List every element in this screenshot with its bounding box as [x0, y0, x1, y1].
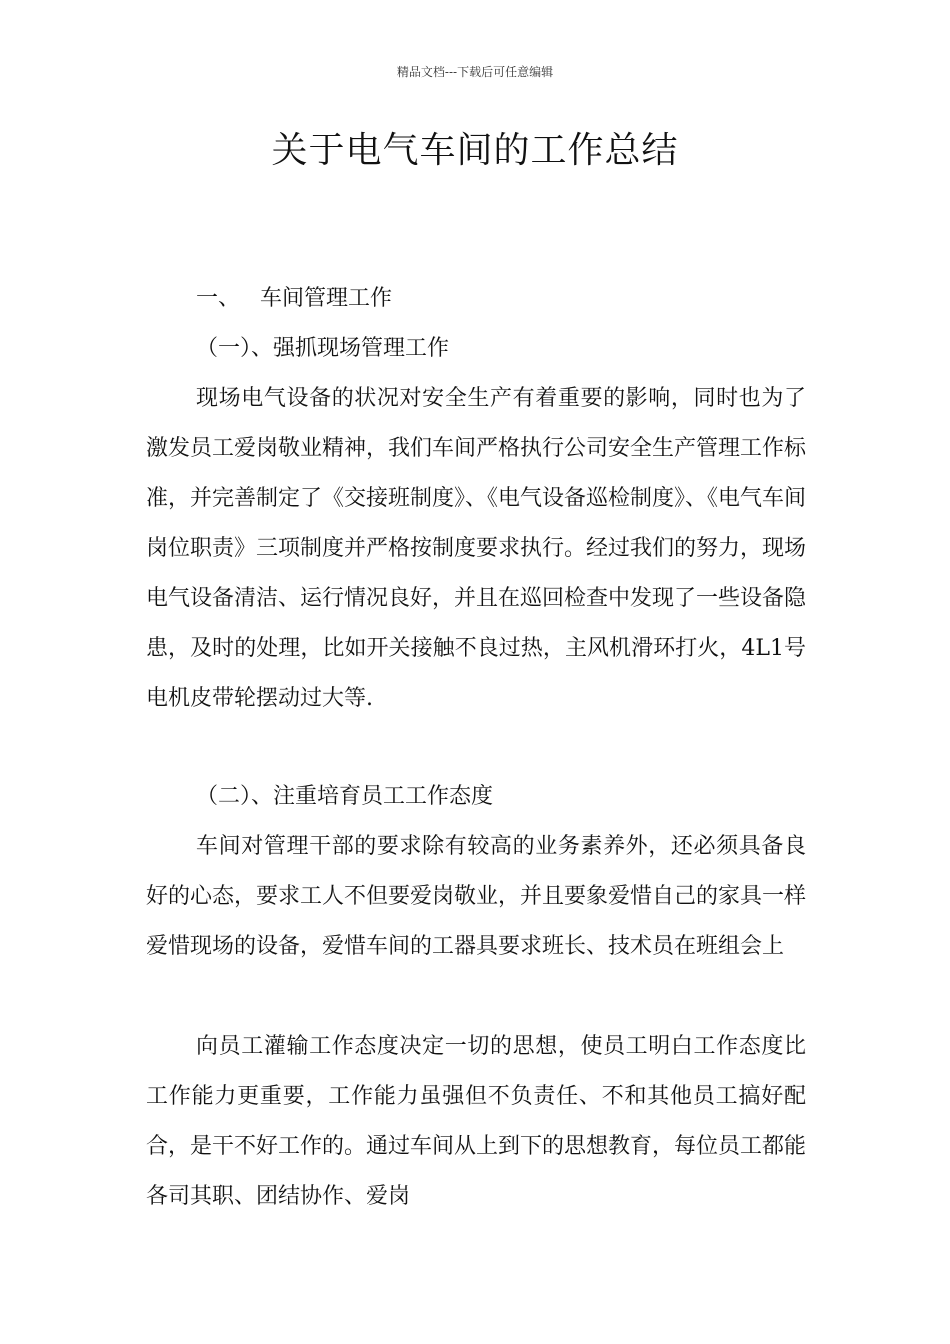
section-heading — [196, 282, 392, 316]
body-paragraph-2: 车间对管理干部的要求除有较高的业务素养外，还必须具备良好的心态，要求工人不但要爱岗敬业，并且要象爱惜自己的家具一样爱惜现场的设备，爱惜车间的工器具要求班长、技术员在班组会上 — [146, 834, 807, 959]
section-title: 车间管理工作 — [260, 286, 393, 311]
subsection-heading-1: （一）、强抓现场管理工作 — [196, 336, 450, 361]
page-header-note: 精品文档---下载后可任意编辑 — [396, 65, 554, 79]
subsection-heading-2: （二）、注重培育员工工作态度 — [196, 784, 494, 809]
body-paragraph-1: 现场电气设备的状况对安全生产有着重要的影响，同时也为了激发员工爱岗敬业精神，我们车间严格执行公司安全生产管理工作标准，并完善制定了《交接班制度》、《电气设备巡检制度》、《电气车间岗位职责》三项制度并严格按制度要求执行。经过我们的努力，现场电气设备清洁、运行情况良好，并且在巡回检查中发现了一些设备隐患，及时的处理，比如开关接触不良过热，主风机滑环打火，4L1号电机皮带轮摆动过大等. — [146, 386, 807, 711]
body-paragraph-3: 向员工灌输工作态度决定一切的思想，使员工明白工作态度比工作能力更重要，工作能力虽强但不负责任、不和其他员工搞好配合，是干不好工作的。通过车间从上到下的思想教育，每位员工都能各司其职、团结协作、爱岗 — [146, 1034, 807, 1209]
document-title: 关于电气车间的工作总结 — [271, 130, 679, 171]
section-number: 一、 — [196, 286, 241, 311]
